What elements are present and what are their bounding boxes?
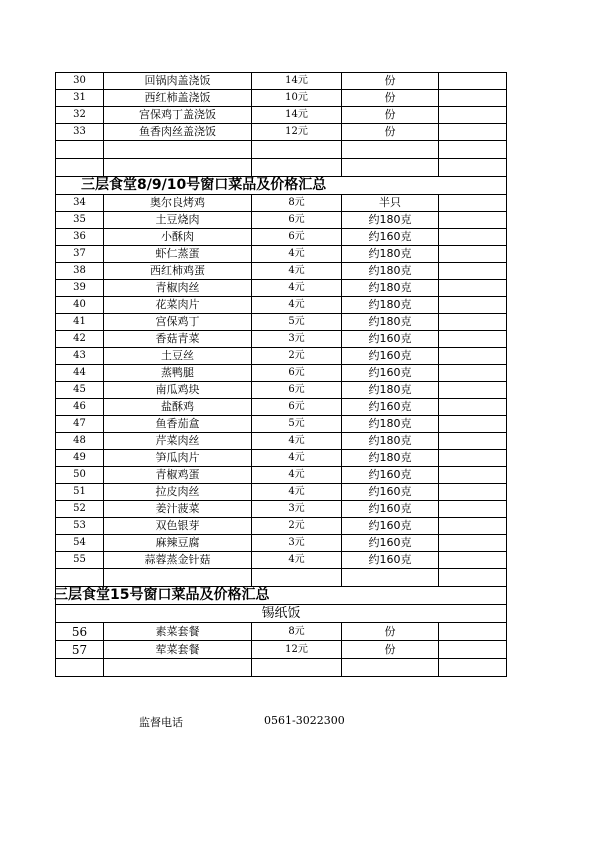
dish-portion: 约180克 <box>342 280 439 297</box>
dish-name: 笋瓜肉片 <box>104 450 252 467</box>
dish-portion: 份 <box>342 107 439 124</box>
item-number: 38 <box>56 263 104 280</box>
table-row <box>56 212 507 229</box>
dish-name: 拉皮肉丝 <box>104 484 252 501</box>
dish-price: 6元 <box>252 212 342 229</box>
dish-portion: 份 <box>342 124 439 141</box>
dish-price: 4元 <box>252 297 342 314</box>
dish-name: 宫保鸡丁盖浇饭 <box>104 107 252 124</box>
empty-cell <box>439 212 507 229</box>
dish-price: 3元 <box>252 331 342 348</box>
dish-portion: 份 <box>342 90 439 107</box>
dish-portion: 份 <box>342 641 439 659</box>
dish-portion: 约180克 <box>342 212 439 229</box>
empty-cell <box>439 416 507 433</box>
dish-name: 西红柿盖浇饭 <box>104 90 252 107</box>
dish-name: 鱼香肉丝盖浇饭 <box>104 124 252 141</box>
item-number: 39 <box>56 280 104 297</box>
dish-price: 2元 <box>252 518 342 535</box>
item-number: 52 <box>56 501 104 518</box>
item-number: 33 <box>56 124 104 141</box>
dish-price: 6元 <box>252 229 342 246</box>
item-number: 47 <box>56 416 104 433</box>
dish-portion: 约160克 <box>342 348 439 365</box>
table-row <box>56 365 507 382</box>
blank-row <box>56 159 507 177</box>
table-row <box>56 195 507 212</box>
dish-portion: 约160克 <box>342 535 439 552</box>
table-row <box>56 229 507 246</box>
table-row <box>56 518 507 535</box>
empty-cell <box>439 246 507 263</box>
section-title <box>56 177 507 195</box>
empty-cell <box>439 348 507 365</box>
dish-name: 姜汁菠菜 <box>104 501 252 518</box>
item-number: 54 <box>56 535 104 552</box>
section1-rows <box>56 195 507 569</box>
table-row <box>56 314 507 331</box>
dish-name: 麻辣豆腐 <box>104 535 252 552</box>
empty-cell <box>439 229 507 246</box>
table-row <box>56 450 507 467</box>
empty-cell <box>439 518 507 535</box>
dish-price: 14元 <box>252 73 342 90</box>
dish-price: 3元 <box>252 535 342 552</box>
table-row <box>56 73 507 90</box>
empty-cell <box>439 297 507 314</box>
item-number: 34 <box>56 195 104 212</box>
section-title-text: 三层食堂15号窗口菜品及价格汇总 <box>54 587 270 603</box>
table-row <box>56 124 507 141</box>
dish-portion: 份 <box>342 623 439 641</box>
dish-name: 盐酥鸡 <box>104 399 252 416</box>
empty-cell <box>439 450 507 467</box>
dish-price: 4元 <box>252 280 342 297</box>
table-row <box>56 382 507 399</box>
dish-name: 西红柿鸡蛋 <box>104 263 252 280</box>
dish-price: 4元 <box>252 246 342 263</box>
table-row <box>56 484 507 501</box>
dish-portion: 半只 <box>342 195 439 212</box>
dish-portion: 份 <box>342 73 439 90</box>
supervision-phone-label: 监督电话 <box>139 716 183 729</box>
table-row <box>56 641 507 659</box>
dish-name: 鱼香茄盒 <box>104 416 252 433</box>
empty-cell <box>439 484 507 501</box>
empty-cell <box>439 641 507 659</box>
item-number: 48 <box>56 433 104 450</box>
item-number: 45 <box>56 382 104 399</box>
empty-cell <box>439 552 507 569</box>
empty-cell <box>439 263 507 280</box>
empty-cell <box>439 365 507 382</box>
table-row <box>56 501 507 518</box>
dish-name: 青椒鸡蛋 <box>104 467 252 484</box>
section-title <box>56 587 507 605</box>
dish-name: 芹菜肉丝 <box>104 433 252 450</box>
item-number: 56 <box>56 623 104 641</box>
dish-portion: 约160克 <box>342 331 439 348</box>
dish-price: 14元 <box>252 107 342 124</box>
empty-cell <box>439 331 507 348</box>
supervision-phone-number: 0561-3022300 <box>264 714 345 727</box>
empty-cell <box>439 623 507 641</box>
table-row <box>56 467 507 484</box>
dish-price: 4元 <box>252 450 342 467</box>
item-number: 43 <box>56 348 104 365</box>
dish-price: 5元 <box>252 416 342 433</box>
item-number: 55 <box>56 552 104 569</box>
dish-portion: 约180克 <box>342 297 439 314</box>
empty-cell <box>439 501 507 518</box>
empty-cell <box>439 107 507 124</box>
section-subtitle-row <box>56 605 507 623</box>
item-number: 50 <box>56 467 104 484</box>
item-number: 46 <box>56 399 104 416</box>
empty-cell <box>439 535 507 552</box>
menu-price-table <box>55 72 507 677</box>
empty-cell <box>439 433 507 450</box>
table-row <box>56 246 507 263</box>
dish-portion: 约160克 <box>342 399 439 416</box>
item-number: 44 <box>56 365 104 382</box>
section-title-row <box>56 177 507 195</box>
empty-cell <box>439 314 507 331</box>
table-row <box>56 297 507 314</box>
dish-price: 4元 <box>252 484 342 501</box>
dish-price: 4元 <box>252 263 342 280</box>
dish-price: 4元 <box>252 467 342 484</box>
item-number: 53 <box>56 518 104 535</box>
dish-name: 双色银芽 <box>104 518 252 535</box>
dish-portion: 约180克 <box>342 450 439 467</box>
blank-row <box>56 659 507 677</box>
empty-cell <box>439 90 507 107</box>
item-number: 32 <box>56 107 104 124</box>
dish-portion: 约180克 <box>342 263 439 280</box>
table-row <box>56 433 507 450</box>
dish-portion: 约160克 <box>342 501 439 518</box>
item-number: 42 <box>56 331 104 348</box>
dish-portion: 约160克 <box>342 484 439 501</box>
dish-portion: 约180克 <box>342 416 439 433</box>
dish-name: 小酥肉 <box>104 229 252 246</box>
dish-portion: 约160克 <box>342 552 439 569</box>
table-row <box>56 90 507 107</box>
dish-price: 8元 <box>252 195 342 212</box>
dish-price: 10元 <box>252 90 342 107</box>
dish-portion: 约160克 <box>342 229 439 246</box>
dish-name: 荤菜套餐 <box>104 641 252 659</box>
table-row <box>56 416 507 433</box>
item-number: 35 <box>56 212 104 229</box>
dish-name: 香菇青菜 <box>104 331 252 348</box>
table-row <box>56 263 507 280</box>
dish-name: 花菜肉片 <box>104 297 252 314</box>
dish-portion: 约160克 <box>342 467 439 484</box>
table-row <box>56 348 507 365</box>
dish-name: 素菜套餐 <box>104 623 252 641</box>
table-row <box>56 623 507 641</box>
dish-name: 蒜蓉蒸金针菇 <box>104 552 252 569</box>
empty-cell <box>439 195 507 212</box>
dish-name: 回锅肉盖浇饭 <box>104 73 252 90</box>
dish-price: 3元 <box>252 501 342 518</box>
dish-portion: 约180克 <box>342 433 439 450</box>
dish-price: 2元 <box>252 348 342 365</box>
table-row <box>56 107 507 124</box>
dish-price: 4元 <box>252 433 342 450</box>
dish-name: 南瓜鸡块 <box>104 382 252 399</box>
empty-cell <box>439 382 507 399</box>
item-number: 30 <box>56 73 104 90</box>
dish-price: 8元 <box>252 623 342 641</box>
item-number: 31 <box>56 90 104 107</box>
table-row <box>56 535 507 552</box>
table-row <box>56 280 507 297</box>
section-subtitle: 锡纸饭 <box>56 605 507 623</box>
table-row <box>56 331 507 348</box>
dish-portion: 约180克 <box>342 246 439 263</box>
dish-price: 4元 <box>252 552 342 569</box>
item-number: 41 <box>56 314 104 331</box>
item-number: 40 <box>56 297 104 314</box>
item-number: 37 <box>56 246 104 263</box>
dish-name: 青椒肉丝 <box>104 280 252 297</box>
item-number: 57 <box>56 641 104 659</box>
section-title-text: 三层食堂8/9/10号窗口菜品及价格汇总 <box>81 177 327 193</box>
dish-price: 12元 <box>252 641 342 659</box>
dish-portion: 约180克 <box>342 314 439 331</box>
dish-price: 6元 <box>252 365 342 382</box>
section-title-row <box>56 587 507 605</box>
dish-name: 蒸鸭腿 <box>104 365 252 382</box>
dish-name: 土豆丝 <box>104 348 252 365</box>
empty-cell <box>439 280 507 297</box>
dish-price: 6元 <box>252 399 342 416</box>
blank-row <box>56 569 507 587</box>
dish-portion: 约160克 <box>342 518 439 535</box>
table-row <box>56 399 507 416</box>
dish-portion: 约160克 <box>342 365 439 382</box>
table-row <box>56 552 507 569</box>
item-number: 36 <box>56 229 104 246</box>
item-number: 49 <box>56 450 104 467</box>
dish-portion: 约180克 <box>342 382 439 399</box>
dish-name: 宫保鸡丁 <box>104 314 252 331</box>
blank-row <box>56 141 507 159</box>
dish-price: 5元 <box>252 314 342 331</box>
empty-cell <box>439 399 507 416</box>
dish-name: 虾仁蒸蛋 <box>104 246 252 263</box>
dish-name: 奥尔良烤鸡 <box>104 195 252 212</box>
empty-cell <box>439 73 507 90</box>
item-number: 51 <box>56 484 104 501</box>
empty-cell <box>439 124 507 141</box>
dish-price: 12元 <box>252 124 342 141</box>
dish-price: 6元 <box>252 382 342 399</box>
empty-cell <box>439 467 507 484</box>
dish-name: 土豆烧肉 <box>104 212 252 229</box>
